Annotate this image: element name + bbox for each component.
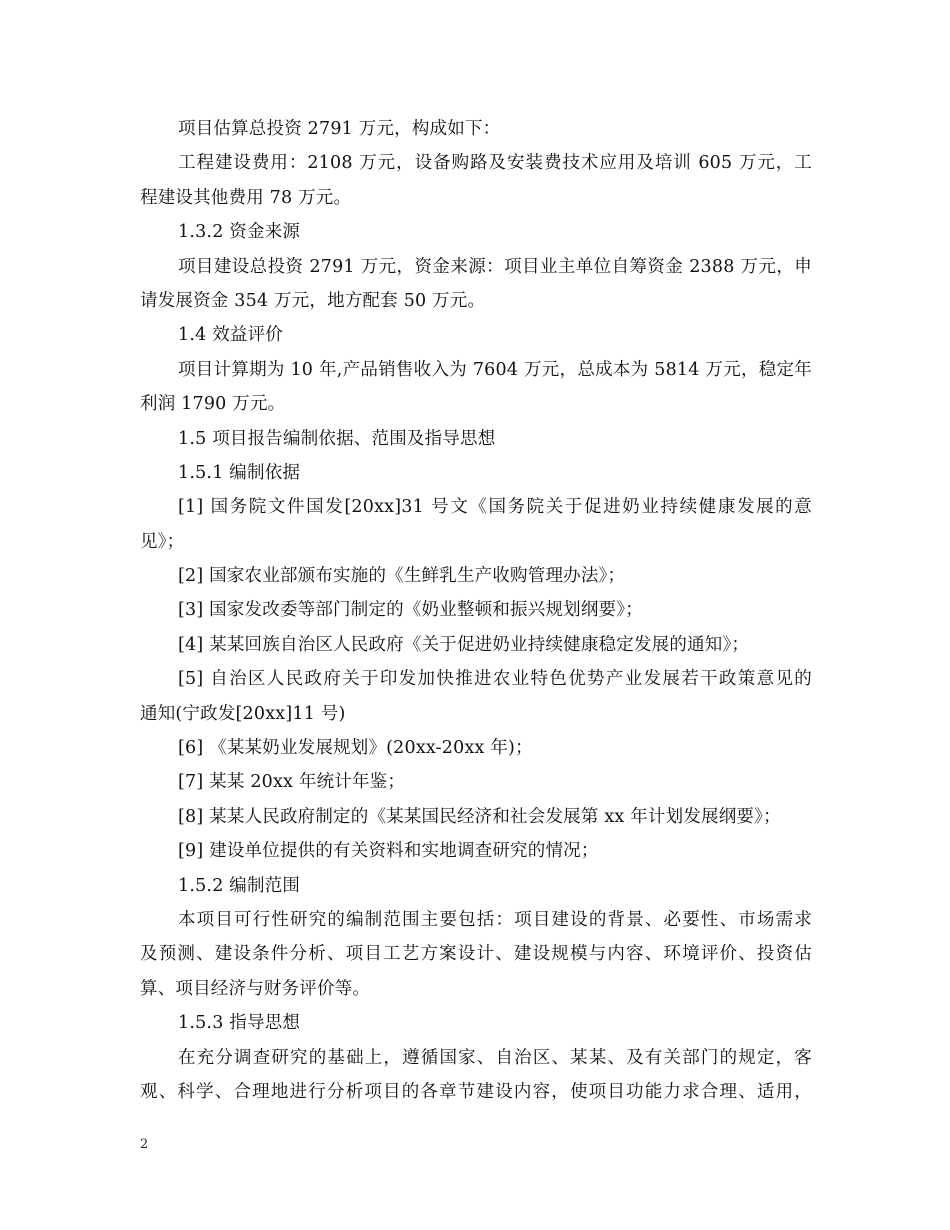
text-line: [4] 某某回族自治区人民政府《关于促进奶业持续健康稳定发展的通知》；: [178, 634, 750, 655]
text-line: 1.5 项目报告编制依据、范围及指导思想: [178, 428, 496, 449]
text-line: 见》；: [140, 531, 185, 552]
text-line: 1.5.3 指导思想: [178, 1013, 301, 1034]
document-body: [140, 112, 812, 1109]
page-number: 2: [140, 1137, 149, 1152]
text-line: [7] 某某 20xx 年统计年鉴；: [178, 772, 406, 793]
text-line: [6] 《某某奶业发展规划》(20xx-20xx 年)；: [178, 738, 533, 759]
text-line: 项目计算期为 10 年,产品销售收入为 7604 万元，总成本为 5814 万元，稳定年: [178, 359, 812, 380]
text-line: 本项目可行性研究的编制范围主要包括：项目建设的背景、必要性、市场需求: [178, 909, 812, 930]
text-line: 观、科学、合理地进行分析项目的各章节建设内容，使项目功能力求合理、适用，: [140, 1081, 812, 1102]
text-line: [1] 国务院文件国发[20xx]31 号文《国务院关于促进奶业持续健康发展的意: [178, 497, 812, 518]
text-line: 及预测、建设条件分析、项目工艺方案设计、建设规模与内容、环境评价、投资估: [140, 944, 812, 965]
text-line: 1.4 效益评价: [178, 325, 283, 346]
text-line: [9] 建设单位提供的有关资料和实地调查研究的情况；: [178, 841, 599, 862]
text-line: 1.3.2 资金来源: [178, 222, 301, 243]
text-line: 请发展资金 354 万元，地方配套 50 万元。: [140, 290, 486, 311]
text-line: 项目建设总投资 2791 万元，资金来源：项目业主单位自筹资金 2388 万元，申: [178, 256, 812, 277]
text-line: 项目估算总投资 2791 万元，构成如下：: [178, 119, 501, 139]
text-line: [3] 国家发改委等部门制定的《奶业整顿和振兴规划纲要》；: [178, 600, 643, 621]
text-line: 工程建设费用：2108 万元，设备购路及安装费技术应用及培训 605 万元，工: [178, 153, 812, 174]
text-line: 在充分调查研究的基础上，遵循国家、自治区、某某、及有关部门的规定，客: [178, 1047, 812, 1068]
text-line: 通知(宁政发[20xx]11 号): [140, 703, 346, 724]
text-line: 利润 1790 万元。: [140, 394, 286, 415]
text-line: 程建设其他费用 78 万元。: [140, 187, 352, 208]
text-line: 1.5.1 编制依据: [178, 462, 301, 483]
text-line: [5] 自治区人民政府关于印发加快推进农业特色优势产业发展若干政策意见的: [178, 669, 812, 690]
text-line: 算、项目经济与财务评价等。: [140, 978, 371, 999]
text-line: [8] 某某人民政府制定的《某某国民经济和社会发展第 xx 年计划发展纲要》；: [178, 806, 781, 827]
text-line: [2] 国家农业部颁布实施的《生鲜乳生产收购管理办法》；: [178, 566, 626, 587]
text-line: 1.5.2 编制范围: [178, 875, 301, 896]
